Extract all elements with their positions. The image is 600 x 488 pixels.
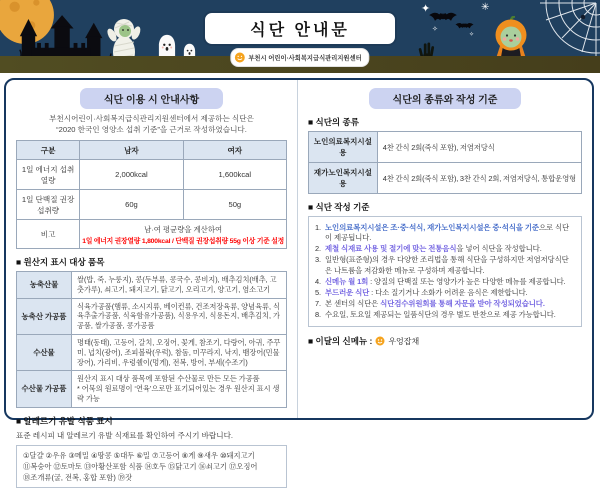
item-text bbox=[325, 277, 575, 288]
title-box bbox=[203, 11, 397, 46]
bat-small-icon bbox=[455, 21, 474, 32]
intro-line-2: “2020 한국인 영양소 섭취 기준”을 근거로 작성하였습니다. bbox=[56, 124, 247, 134]
cell-male: 60g bbox=[80, 190, 183, 220]
table-row bbox=[17, 272, 287, 299]
table-row bbox=[17, 160, 287, 190]
criteria-item bbox=[315, 277, 575, 288]
left-column bbox=[6, 80, 298, 482]
new-menu-smiley-icon bbox=[375, 336, 385, 346]
origin-heading: ■ 원산지 표시 대상 품목 bbox=[16, 257, 105, 267]
origin-items bbox=[72, 298, 287, 334]
origin-category: 농축산 가공품 bbox=[17, 298, 72, 334]
note-cell bbox=[80, 220, 287, 249]
table-note-row bbox=[17, 220, 287, 249]
item-text-plain: : 다소 질기거나 소화가 어려운 음식은 제한합니다. bbox=[369, 288, 528, 298]
item-number: 2. bbox=[315, 244, 321, 254]
sparkle-icon: ✦ bbox=[421, 3, 431, 15]
origin-items-text: 원산지 표시 대상 품목에 포함된 수산물로 만든 모든 가공품 bbox=[77, 374, 260, 384]
allergy-description: 표준 레시피 내 알레르기 유발 식재료를 확인하여 주시기 바랍니다. bbox=[16, 430, 234, 440]
new-menu-line bbox=[308, 335, 582, 347]
item-text bbox=[325, 299, 575, 310]
note-line-1: 남·여 평균량을 계산하여 bbox=[144, 224, 223, 234]
origin-category: 수산물 가공품 bbox=[17, 371, 72, 407]
row-label: 1일 단백질 권장섭취량 bbox=[17, 190, 80, 220]
new-menu-value: 우엉잡채 bbox=[388, 336, 420, 346]
col-header: 남자 bbox=[80, 141, 183, 160]
criteria-item bbox=[315, 244, 575, 255]
allergen-line: ⑱조개류(굴, 전복, 홍합 포함) ⑲잣 bbox=[23, 472, 133, 482]
sparkle-tiny-icon: ✧ bbox=[469, 32, 475, 38]
item-number: 5. bbox=[315, 288, 321, 298]
type-label: 재가노인복지시설용 bbox=[309, 163, 378, 194]
origin-items-text: 명태(동태), 고등어, 갈치, 오징어, 꽃게, 참조기, 다랑어, 아귀, 주꾸미, 넙치(광어), 조피볼락(우럭), 참돔, 미꾸라지, 낙지, 뱀장어(민물장어), 가리비, 우렁쉘이(멍게), 전복, 방어, 부세(수조기) bbox=[77, 337, 281, 367]
sparkle-small-icon: ✧ bbox=[432, 26, 438, 33]
cell-female: 1,600kcal bbox=[183, 160, 286, 190]
criteria-heading: ■ 식단 작성 기준 bbox=[308, 202, 370, 212]
col-header: 구분 bbox=[17, 141, 80, 160]
criteria-item bbox=[315, 299, 575, 310]
origin-table bbox=[16, 271, 287, 408]
page-title: 식단 안내문 bbox=[250, 22, 350, 39]
item-text-plain: 으로 식단이 제공됩니다. bbox=[325, 222, 570, 243]
origin-items-text: 쌀(밥, 죽, 누룽지), 콩(두부류, 콩국수, 콩비지), 배추김치(배추, 고춧가루), 쇠고기, 돼지고기, 닭고기, 오리고기, 양고기, 염소고기 bbox=[77, 275, 277, 294]
origin-category: 농축산물 bbox=[17, 272, 72, 299]
type-value: 4찬 간식 2회(죽식 포함), 저염저당식 bbox=[377, 132, 581, 163]
intro-line-1: 부천시어린이·사회복지급식관리지원센터에서 제공하는 식단은 bbox=[49, 114, 254, 123]
center-badge bbox=[230, 48, 369, 67]
origin-items bbox=[72, 371, 287, 407]
bat-icon bbox=[428, 10, 458, 26]
item-number: 1. bbox=[315, 222, 321, 232]
criteria-item bbox=[315, 255, 575, 276]
criteria-item bbox=[315, 310, 575, 321]
allergen-line: ①달걀 ②우유 ③메밀 ④땅콩 ⑤대두 ⑥밀 ⑦고등어 ⑧게 ⑨새우 ⑩돼지고기 bbox=[23, 450, 255, 460]
criteria-item bbox=[315, 223, 575, 244]
item-text-plain: 일반형(표준형)의 경우 다양한 조리법을 통해 식단을 구성하지만 저염저당식단은 나트륨을 저감화한 메뉴로 구성하며 제공합니다. bbox=[325, 255, 569, 275]
right-column bbox=[298, 80, 592, 418]
item-text bbox=[325, 255, 575, 276]
item-number: 7. bbox=[315, 299, 321, 309]
intro-text bbox=[16, 114, 287, 135]
item-number: 8. bbox=[315, 310, 321, 320]
menu-types-table bbox=[308, 131, 582, 194]
table-row bbox=[309, 132, 582, 163]
item-text-highlight: 노인의료복지시설은 조·중·석식, 재가노인복지시설은 중·석식을 기준 bbox=[325, 222, 539, 232]
type-label: 노인의료복지시설용 bbox=[309, 132, 378, 163]
origin-items-note: * 어묵의 원료명이 ‘연육’으로만 표기되어있는 경우 원산지 표시 생략 가능 bbox=[77, 384, 280, 403]
center-logo-icon bbox=[234, 52, 245, 63]
origin-items bbox=[72, 272, 287, 299]
item-text bbox=[325, 288, 575, 299]
item-number: 4. bbox=[315, 276, 321, 286]
table-row bbox=[17, 334, 287, 370]
nutrition-table bbox=[16, 140, 287, 249]
spider-web-icon bbox=[538, 0, 600, 58]
note-line-2-red: 1일 에너지 권장열량 1,800kcal / 단백질 권장섭취량 55g 이상 기준 설정 bbox=[82, 237, 284, 245]
origin-category: 수산물 bbox=[17, 334, 72, 370]
item-text-plain: 을 넣어 식단을 작성합니다. bbox=[456, 244, 542, 254]
item-number: 3. bbox=[315, 255, 321, 265]
table-row bbox=[17, 190, 287, 220]
item-text-plain: 본 센터의 식단은 bbox=[325, 299, 381, 309]
item-text bbox=[325, 244, 575, 255]
allergen-line: ⑪복숭아 ⑫토마토 ⑬아황산포함 식품 ⑭호두 ⑮닭고기 ⑯쇠고기 ⑰오징어 bbox=[23, 461, 258, 471]
item-text-highlight: 제철 식재료 사용 및 절기에 맞는 전통음식 bbox=[325, 244, 457, 254]
item-text-highlight: 부드러운 식단 bbox=[325, 288, 370, 298]
origin-items bbox=[72, 334, 287, 370]
note-label: 비고 bbox=[17, 220, 80, 249]
table-row bbox=[309, 163, 582, 194]
item-text-plain: : 양질의 단백질 또는 영양가가 높은 다양한 메뉴를 제공합니다. bbox=[368, 276, 566, 286]
item-text-highlight: 신메뉴 월 1회 bbox=[325, 276, 369, 286]
content-box bbox=[4, 78, 594, 482]
item-text-plain: 수요일, 토요일 제공되는 일품식단의 경우 별도 반찬으로 제공 가능합니다. bbox=[325, 310, 556, 320]
left-section-title: 식단 이용 시 안내사항 bbox=[80, 88, 223, 109]
table-row bbox=[17, 298, 287, 334]
snowflake-icon: ✳ bbox=[481, 2, 490, 13]
item-text bbox=[325, 223, 575, 244]
col-header: 여자 bbox=[183, 141, 286, 160]
cell-male: 2,000kcal bbox=[80, 160, 183, 190]
item-text-highlight: 식단검수위원회를 통해 자문을 받아 작성되었습니다. bbox=[380, 299, 545, 309]
badge-label: 부천시 어린이·사회복지급식관리지원센터 bbox=[248, 55, 362, 62]
table-row bbox=[17, 371, 287, 407]
cell-female: 50g bbox=[183, 190, 286, 220]
type-value: 4찬 간식 2회(죽식 포함), 3찬 간식 2회, 저염저당식, 통합운영형 bbox=[377, 163, 581, 194]
criteria-item bbox=[315, 288, 575, 299]
allergen-list bbox=[16, 445, 287, 488]
origin-items-text: 식육가공품(햄류, 소시지류, 베이컨류, 건조저장육류, 양념육류, 식육추출가공품, 식육함유가공품), 식용우지, 식용돈지, 배추김치, 가공품, 쌀가공품, 콩가공품 bbox=[77, 301, 280, 331]
allergy-heading: ■ 알레르기 유발 식품 표시 bbox=[16, 415, 113, 426]
right-section-title: 식단의 종류와 작성 기준 bbox=[369, 88, 522, 109]
criteria-list bbox=[308, 216, 582, 327]
halloween-header-banner bbox=[0, 0, 600, 73]
item-text bbox=[325, 310, 575, 321]
new-menu-label: ■ 이달의 신메뉴 : bbox=[308, 336, 373, 347]
table-header-row bbox=[17, 141, 287, 160]
types-heading: ■ 식단의 종류 bbox=[308, 117, 359, 127]
row-label: 1일 에너지 섭취 열량 bbox=[17, 160, 80, 190]
